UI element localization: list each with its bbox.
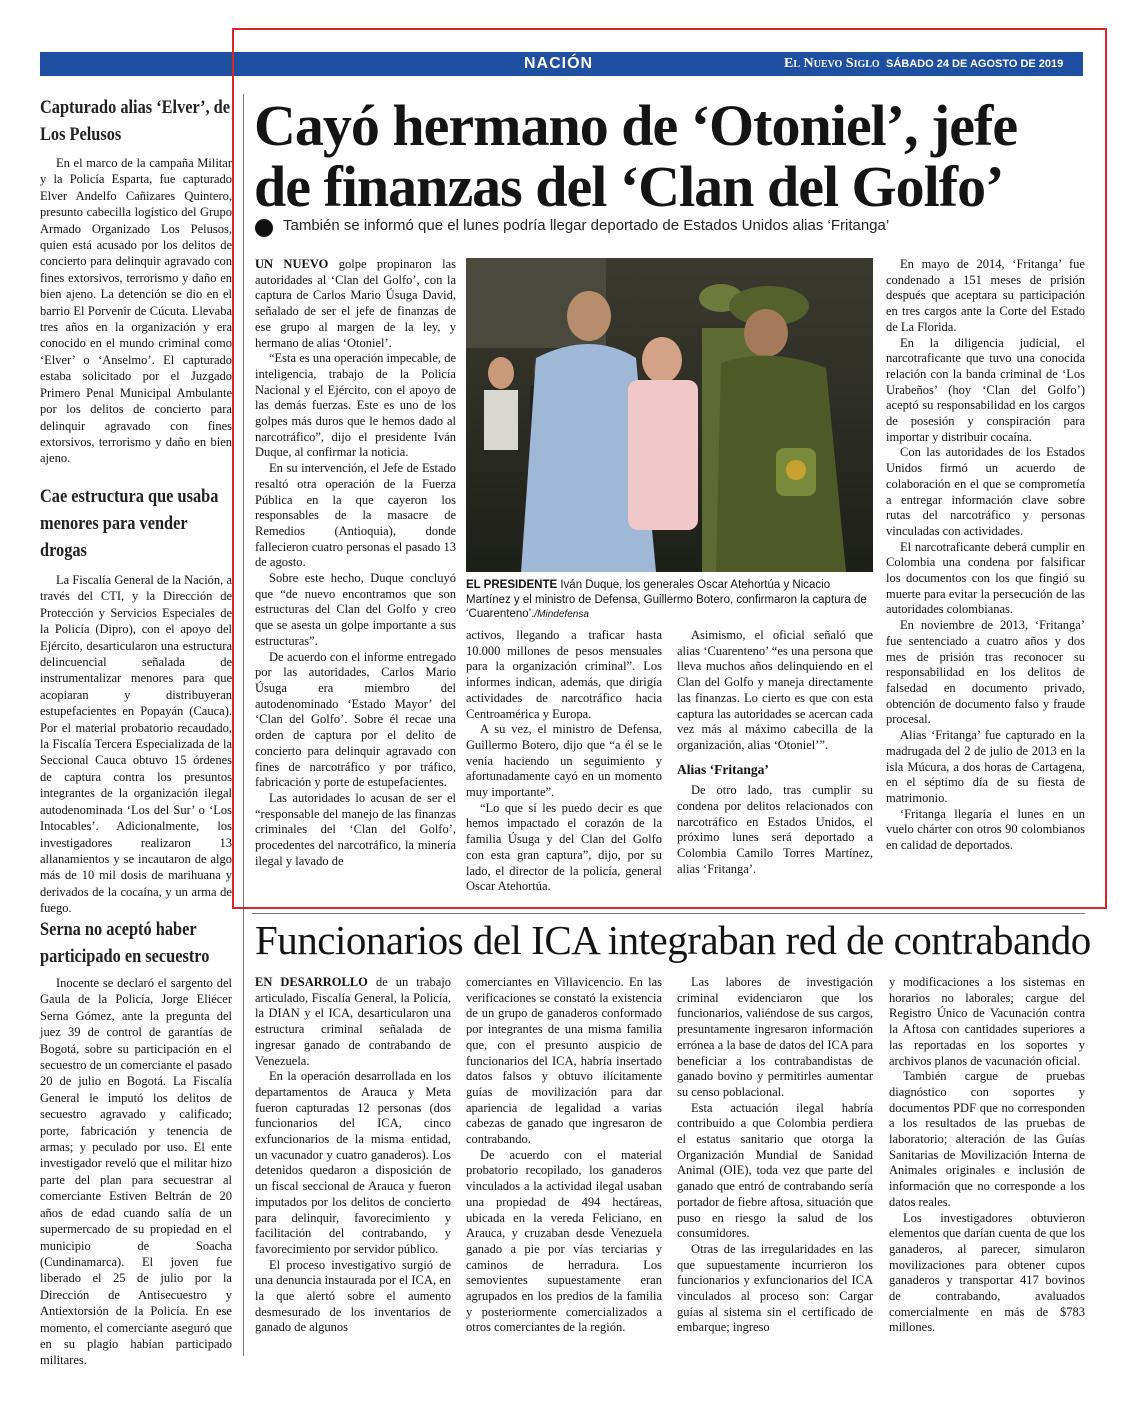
main-lead: UN NUEVO xyxy=(255,257,329,271)
photo-credit: /Mindefensa xyxy=(534,609,589,620)
caption-lead: EL PRESIDENTE xyxy=(466,579,558,591)
issue-date: SÁBADO 24 DE AGOSTO DE 2019 xyxy=(886,58,1064,70)
main-headline-line-2: de finanzas del ‘Clan del Golfo’ xyxy=(254,154,1004,219)
main-column-4: En mayo de 2014, ‘Fritanga’ fue condenado a 151 meses de prisión después que aceptara su participación en tres cargos ante la Corte del Estado de La Florida. En la diligencia judicial, el narcotraficante que tuvo una conocida relación con la banda criminal de ‘Los Urabeños’ (hoy ‘Clan del Golfo’) aceptó su responsabilidad en los cargos de posesión y conspiración para importar y distribuir cocaína. Con las autoridades de los Estados Unidos firmó un acuerdo de colaboración en el que se comprometía a entregar información clave sobre rutas del narcotráfico y personas vinculadas con actividades. El narcotraficante deberá cumplir en Colombia una condena por falsificar los documentos con los que fingió su muerte para evitar la persecución de las autoridades colombianas. En noviembre de 2013, ‘Fritanga’ fue sentenciado a cuatro años y dos mes de prisión tras reconocer su responsabilidad en los delitos de falsedad en documento privado, obtención de documento falso y fraude procesal. Alias ‘Fritanga’ fue capturado en la madrugada del 2 de julio de 2013 en la isla Múcura, a dos horas de Cartagena, en el séptimo día de su fiesta de matrimonio. ‘Fritanga llegaría el lunes en un vuelo chárter con otros 90 colombianos en calidad de deportados. xyxy=(886,257,1085,853)
second-column-1: EN DESARROLLO de un trabajo articulado, Fiscalía General, la Policía, la DIAN y el ICA, desarticularon una estructura criminal señalada de ingresar ganado de contrabando de Venezuela. En la operación desarrollada en los departamentos de Arauca y Meta fueron capturadas 12 personas (dos funcionarios del ICA, cinco exfuncionarios de la misma entidad, un vacunador y cuatro ganaderos). Los detenidos quedaron a disposición de un fiscal seccional de Arauca y fueron imputados por los delitos de concierto para delinquir, favorecimiento y facilitación del contrabando, y favorecimiento por servidor público. El proceso investigativo surgió de una denuncia instaurada por el ICA, en la que alertó sobre el aumento desmesurado de los inventarios de ganado de algunos xyxy=(255,975,451,1335)
main-headline-line-1: Cayó hermano de ‘Otoniel’, jefe xyxy=(254,93,1018,158)
newspaper-name: El Nuevo Siglo xyxy=(784,56,880,71)
sidebar-body-1: En el marco de la campaña Militar y la Policía Esparta, fue capturado Elver Andelfo Cañizares Quintero, presunto cabecilla logístico del Grupo Armado Organizado Los Pelusos, quien está acusado por los delitos de concierto para delinquir agravado con fines extorsivos, terrorismo y daño en bien ajeno. La detención se dio en el barrio El Porvenir de Cúcuta. Llevaba tres años en la organización y era conocido en el mundo criminal como ‘Elver’ o ‘Anselmo’. El capturado estaba solicitado por el Juzgado Primero Penal Municipal Ambulante por los delitos de concierto para delinquir agravado con fines extorsivos, terrorismo y daño en bien ajeno. xyxy=(40,156,232,466)
story-divider xyxy=(252,913,1085,914)
photo-illustration xyxy=(466,258,873,572)
sidebar-body-3: Inocente se declaró el sargento del Gaula de la Policía, Jorge Eliécer Serna Gómez, ante la pregunta del juez 39 de control de garantías de Bogotá, sobre su participación en el secuestro de un comerciante el pasado 20 de julio en Bogotá. La Fiscalía General le imputó los delitos de secuestro agravado y calificado; porte, fabricación y tenencia de armas; y peculado por uso. El ente investigador reveló que el militar hizo parte del plan para secuestrar al comerciante Estiven Beltrán de 20 años de edad cuando salía de un supermercado de su propiedad en el municipio de Soacha (Cundinamarca). El joven fue liberado el 25 de julio por la Dirección de Antisecuestro y Antiextorsión de la Policía. En ese momento, el comerciante aseguró que en su plagio habían participado militares. xyxy=(40,976,232,1368)
second-lead: EN DESARROLLO xyxy=(255,975,368,989)
second-column-2: comerciantes en Villavicencio. En las verificaciones se constató la existencia de un grupo de ganaderos conformado por integrantes de una misma familia que, con el presunto auspicio de funcionarios del ICA, habría insertado datos falsos y obtuvo ilícitamente guías de movilización para dar apariencia de legalidad a varias cabezas de ganado que ingresaron de contrabando. De acuerdo con el material probatorio recopilado, los ganaderos vinculados a la actividad ilegal usaban una propiedad de 494 hectáreas, ubicada en la vereda Feliciano, en Arauca, y cruzaban desde Venezuela ganado a pie por vías terciarias y caminos de herradura. Los semovientes supuestamente eran agrupados en los predios de la familia y posteriormente comercializados a otros comerciantes de la región. xyxy=(466,975,662,1335)
section-name: NACIÓN xyxy=(524,55,594,72)
second-column-3: Las labores de investigación criminal evidenciaron que los funcionarios, valiéndose de sus cargos, presuntamente ingresaron información errónea a la base de datos del ICA para beneficiar a los contrabandistas de ganado bovino y permitirles aumentar su censo poblacional. Esta actuación ilegal habría contribuido a que Colombia perdiera el estatus sanitario que otorga la Organización Mundial de Sanidad Animal (OIE), toda vez que parte del ganado que entró de contrabando sería portador de fiebre aftosa, situación que puso en riesgo la salud de los consumidores. Otras de las irregularidades en las que supuestamente incurrieron los funcionarios y exfuncionarios del ICA vinculados al proceso son: Cargar guías al sistema sin el certificado de embarque; ingreso xyxy=(677,975,873,1335)
second-column-4: y modificaciones a los sistemas en horarios no laborales; cargue del Registro Único de Vacunación contra la Aftosa con cantidades superiores a las reportadas en los soportes y archivos planos de vacunación oficial. También cargue de pruebas diagnóstico con soportes y documentos PDF que no corresponden a los resultados de las pruebas de laboratorio; alteración de las Guías Sanitarias de Movilización Interna de Animales originales e inclusión de información que no corresponde a los datos reales. Los investigadores obtuvieron elementos que darían cuenta de que los ganaderos, al parecer, simularon movilizaciones para obtener cupos ganaderos y transportar 417 bovinos de contrabando, avaluados comercialmente en más de $783 millones. xyxy=(889,975,1085,1335)
sidebar-headline-3: Serna no aceptó haber participado en secuestro xyxy=(40,919,210,967)
bullet-icon xyxy=(255,219,273,237)
sidebar-body-2: La Fiscalía General de la Nación, a través del CTI, y la Dirección de Protección y Servicios Especiales de la Policía (Dipro), con el apoyo del Ejército, desarticularon una estructura delincuencial señalada de instrumentalizar menores para que acopiaran y distribuyeran estupefacientes en Popayán (Cauca). Por el material probatorio recaudado, la Fiscalía Tercera Especializada de la Seccional Cauca obtuvo 15 órdenes de captura contra los presuntos integrantes de la organización ilegal autodenominada ‘Los del Sur’ o ‘Los Intocables’. Adicionalmente, los investigadores realizaron 13 allanamientos y se incautaron de algo más de 10 mil dosis de marihuana y derivados de la cocaína, y un arma de fuego. xyxy=(40,573,232,916)
sidebar-headline-1: Capturado alias ‘Elver’, de Los Pelusos xyxy=(40,97,231,145)
main-column-1: UN NUEVO golpe propinaron las autoridades al ‘Clan del Golfo’, con la captura de Carlos Mario Úsuga David, señalado de ser el jefe de finanzas de ese grupo al margen de la ley, y hermano de alias ‘Otoniel’. “Esta es una operación impecable, de inteligencia, trabajo de la Policía Nacional y el Ejército, con el apoyo de las demás fuerzas. Este es uno de los golpes más duros que le hemos dado al narcotráfico”, dijo el presidente Iván Duque, al confirmar la noticia. En su intervención, el Jefe de Estado resaltó otra operación de la Fuerza Pública en la que cayeron los responsables de la masacre de Remedios (Antioquia), donde fallecieron cuatro personas el pasado 13 de agosto. Sobre este hecho, Duque concluyó que “de nuevo encontramos que son estructuras del Clan del Golfo y creo que se asesta un golpe importante a sus estructuras”. De acuerdo con el informe entregado por las autoridades, Carlos Mario Úsuga era miembro del autodenominado ‘Estado Mayor’ del ‘Clan del Golfo’. Sobre él recae una orden de captura por el delito de concierto para delinquir agravado con fines de narcotráfico y por tráfico, fabricación y porte de estupefacientes. Las autoridades lo acusan de ser el “responsable del manejo de las finanzas criminales del ‘Clan del Golfo’, procedentes del narcotráfico, la minería ilegal y lavado de xyxy=(255,257,457,868)
photo-caption xyxy=(466,578,873,623)
main-column-3: Asimismo, el oficial señaló que alias ‘Cuarenteno’ “es una persona que lleva muchos años delinquiendo en el Clan del Golfo y maneja directamente las finanzas. Lo cierto es que con esta captura las autoridades se acercan cada vez más al máximo cabecilla de la organización, alias ‘Otoniel’”. Alias ‘Fritanga’ De otro lado, tras cumplir su condena por delitos relacionados con narcotráfico en Estados Unidos, el próximo lunes será deportado a Colombia Camilo Torres Martínez, alias ‘Fritanga’. xyxy=(677,628,873,876)
caption-text: Iván Duque, los generales Oscar Atehortúa y Nicacio Martínez y el ministro de Defensa, Guillermo Botero, confirmaron la captura de ‘Cuarenteno’. xyxy=(466,579,867,620)
page-number: 9B xyxy=(1098,54,1120,73)
main-subtitle: También se informó que el lunes podría llegar deportado de Estados Unidos alias ‘Fritanga’ xyxy=(283,217,890,234)
second-headline: Funcionarios del ICA integraban red de contrabando xyxy=(255,917,1091,963)
sidebar-headline-2: Cae estructura que usaba menores para vender drogas xyxy=(40,486,219,561)
subhead-fritanga: Alias ‘Fritanga’ xyxy=(677,761,769,777)
news-photo xyxy=(466,258,873,572)
main-column-2: activos, llegando a traficar hasta 10.000 millones de pesos mensuales para la organización criminal”. Los informes indican, además, que dirigía actividades de narcotráfico hacia Centroamérica y Europa. A su vez, el ministro de Defensa, Guillermo Botero, dijo que “a él se le venía haciendo un seguimiento y afortunadamente cayó en un momento muy importante”. “Lo que sí les puedo decir es que hemos impactado el corazón de la familia Úsuga y del Clan del Golfo con esta gran captura”, dijo, por su lado, el director de la policía, general Oscar Atehortúa. xyxy=(466,628,662,894)
